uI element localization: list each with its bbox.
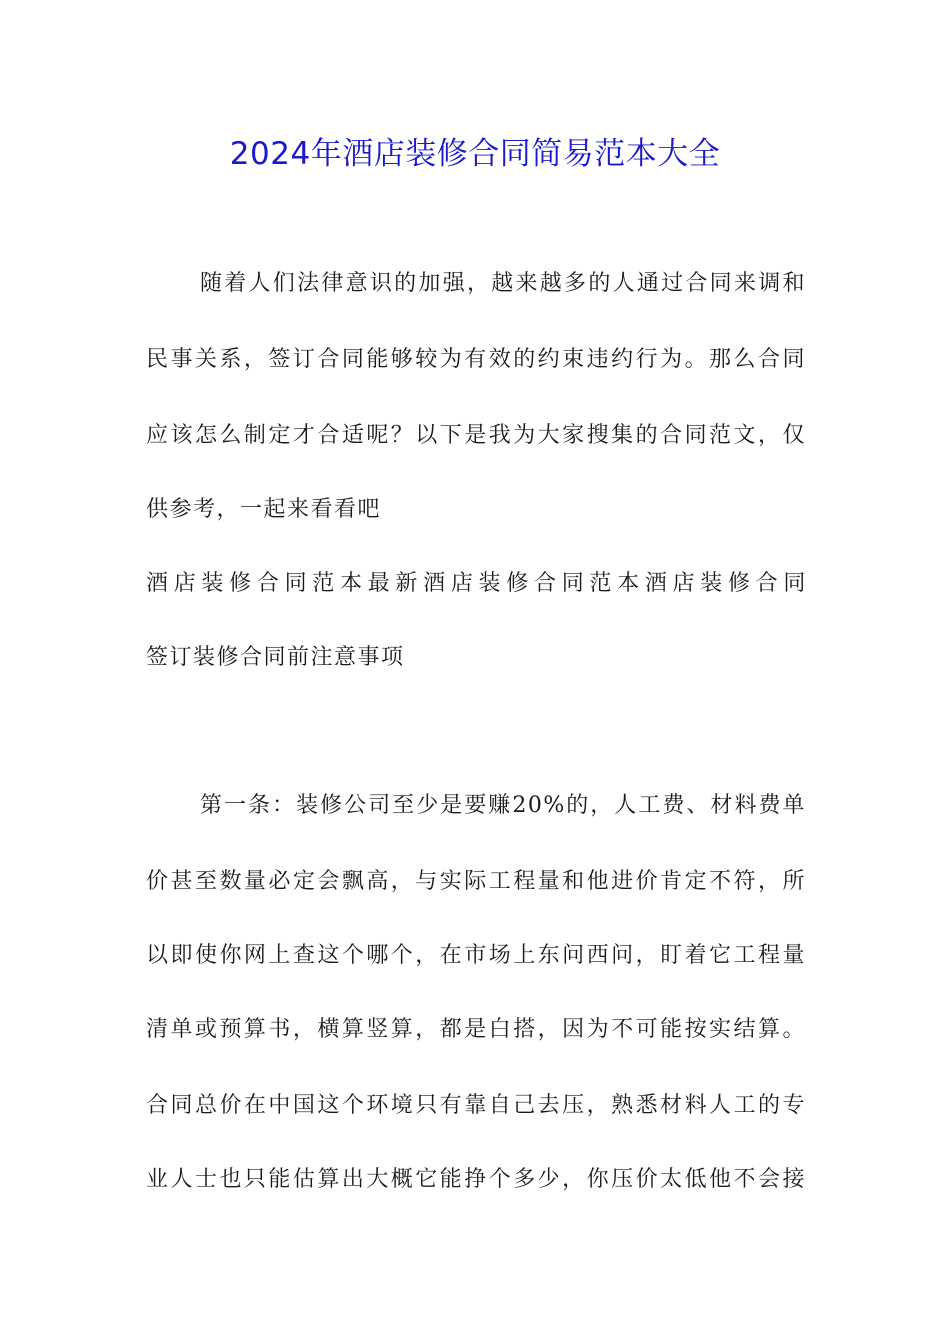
intro-line-4: 供参考，一起来看看吧 bbox=[146, 497, 382, 522]
article-1-line-1: 第一条：装修公司至少是要赚20%的，人工费、材料费单 bbox=[200, 793, 806, 818]
article-1-line-5: 合同总价在中国这个环境只有靠自己去压，熟悉材料人工的专 bbox=[146, 1093, 806, 1118]
article-1-line-3: 以即使你网上查这个哪个，在市场上东问西问，盯着它工程量 bbox=[146, 943, 806, 968]
article-1-line-2: 价甚至数量必定会飘高，与实际工程量和他进价肯定不符，所 bbox=[146, 869, 806, 894]
intro-line-2: 民事关系，签订合同能够较为有效的约束违约行为。那么合同 bbox=[146, 347, 806, 372]
article-1-line-4: 清单或预算书，横算竖算，都是白搭，因为不可能按实结算。 bbox=[146, 1017, 806, 1042]
document-title: 2024年酒店装修合同简易范本大全 bbox=[229, 136, 721, 172]
related-contracts-line: 酒店装修合同范本最新酒店装修合同范本酒店装修合同 bbox=[146, 571, 806, 596]
intro-line-3: 应该怎么制定才合适呢？以下是我为大家搜集的合同范文，仅 bbox=[146, 423, 806, 448]
notice-heading: 签订装修合同前注意事项 bbox=[146, 645, 405, 670]
intro-line-1: 随着人们法律意识的加强，越来越多的人通过合同来调和 bbox=[200, 271, 806, 296]
article-1-line-6: 业人士也只能估算出大概它能挣个多少，你压价太低他不会接 bbox=[146, 1167, 806, 1192]
